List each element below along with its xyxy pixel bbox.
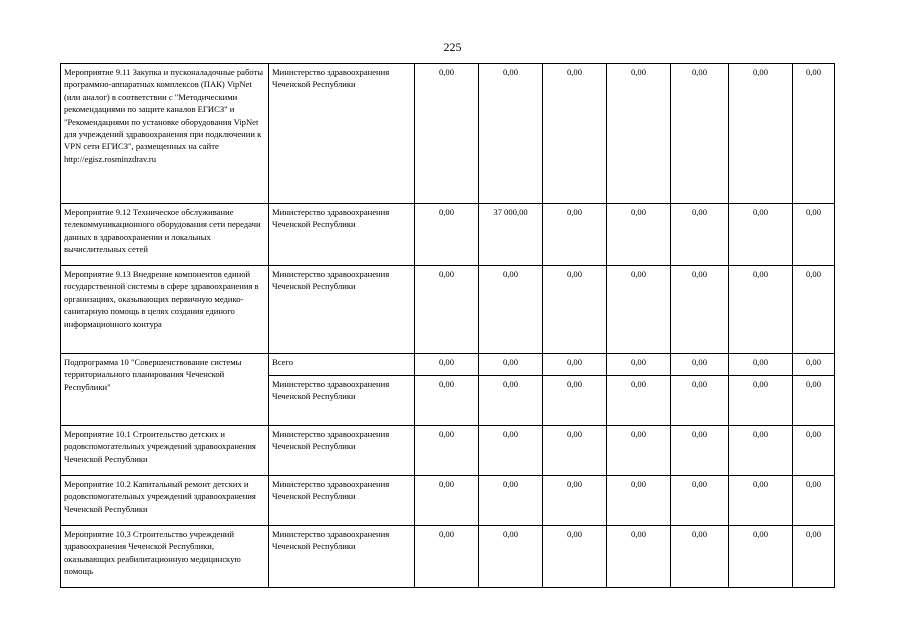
value-cell: 0,00 [729,526,793,588]
executor: Всего [269,354,415,376]
value-cell: 0,00 [607,204,671,266]
value-cell: 0,00 [607,526,671,588]
value-cell: 0,00 [729,426,793,476]
table-row [61,64,835,204]
value-cell: 0,00 [415,476,479,526]
event-name: Мероприятие 10.3 Строительство учреждений здравоохранения Чеченской Республики, оказывающих реабилитационную медицинскую помощь [61,526,269,588]
event-name: Мероприятие 9.12 Техническое обслуживание телекоммуникационного оборудования сети передачи данных в здравоохранении и локальных вычислительных сетей [61,204,269,266]
value-cell: 0,00 [671,426,729,476]
value-cell: 0,00 [543,64,607,204]
executor: Министерство здравоохранения Чеченской Республики [269,376,415,426]
value-cell: 0,00 [543,376,607,426]
executor: Министерство здравоохранения Чеченской Республики [269,526,415,588]
value-cell: 0,00 [607,266,671,354]
value-cell: 0,00 [479,426,543,476]
value-cell: 0,00 [543,426,607,476]
value-cell: 0,00 [671,376,729,426]
value-cell: 0,00 [793,476,835,526]
value-cell: 0,00 [729,266,793,354]
value-cell: 0,00 [479,376,543,426]
value-cell: 0,00 [415,426,479,476]
value-cell: 0,00 [607,64,671,204]
value-cell: 0,00 [729,204,793,266]
value-cell: 0,00 [793,526,835,588]
value-cell: 0,00 [607,426,671,476]
value-cell: 0,00 [793,64,835,204]
executor: Министерство здравоохранения Чеченской Республики [269,204,415,266]
event-name: Мероприятие 10.2 Капитальный ремонт детских и родовспомогательных учреждений здравоохранения Чеченской Республики [61,476,269,526]
table-row [61,266,835,354]
value-cell: 0,00 [607,476,671,526]
value-cell: 0,00 [543,526,607,588]
subprogram-name: Подпрограмма 10 "Совершенствование системы территориального планирования Чеченской Республики" [61,354,269,426]
executor: Министерство здравоохранения Чеченской Республики [269,266,415,354]
value-cell: 0,00 [415,376,479,426]
event-name: Мероприятие 9.13 Внедрение компонентов единой государственной системы в сфере здравоохранения в организациях, оказывающих первичную медико-санитарную помощь в целях создания единого информационного контура [61,266,269,354]
value-cell: 0,00 [671,526,729,588]
value-cell: 0,00 [671,476,729,526]
value-cell: 0,00 [543,476,607,526]
value-cell: 0,00 [793,204,835,266]
table-row [61,204,835,266]
value-cell: 0,00 [671,204,729,266]
value-cell: 37 000,00 [479,204,543,266]
executor: Министерство здравоохранения Чеченской Республики [269,476,415,526]
value-cell: 0,00 [415,204,479,266]
value-cell: 0,00 [479,476,543,526]
value-cell: 0,00 [607,354,671,376]
table-row [61,354,835,376]
value-cell: 0,00 [793,266,835,354]
value-cell: 0,00 [671,64,729,204]
value-cell: 0,00 [479,526,543,588]
value-cell: 0,00 [479,64,543,204]
value-cell: 0,00 [793,376,835,426]
page-number: 225 [443,40,462,54]
table-row [61,476,835,526]
executor: Министерство здравоохранения Чеченской Республики [269,64,415,204]
value-cell: 0,00 [793,426,835,476]
value-cell: 0,00 [607,376,671,426]
value-cell: 0,00 [415,64,479,204]
budget-table [60,63,835,588]
value-cell: 0,00 [793,354,835,376]
value-cell: 0,00 [543,204,607,266]
value-cell: 0,00 [729,376,793,426]
value-cell: 0,00 [671,354,729,376]
event-name: Мероприятие 9.11 Закупка и пусконаладочные работы программно-аппаратных комплексов (ПАК) VipNet (или аналог) в соответствии с "Методическими рекомендациями по защите каналов ЕГИСЗ" и "Рекомендациями по установке оборудования VipNet для учреждений здравоохранения при подключении к VPN сети ЕГИСЗ", размещенных на сайте http://egisz.rosminzdrav.ru [61,64,269,204]
value-cell: 0,00 [415,526,479,588]
value-cell: 0,00 [729,64,793,204]
executor: Министерство здравоохранения Чеченской Республики [269,426,415,476]
value-cell: 0,00 [479,354,543,376]
event-name: Мероприятие 10.1 Строительство детских и родовспомогательных учреждений здравоохранения Чеченской Республики [61,426,269,476]
value-cell: 0,00 [479,266,543,354]
value-cell: 0,00 [543,354,607,376]
table-row [61,526,835,588]
value-cell: 0,00 [415,266,479,354]
value-cell: 0,00 [415,354,479,376]
value-cell: 0,00 [729,354,793,376]
value-cell: 0,00 [543,266,607,354]
value-cell: 0,00 [671,266,729,354]
value-cell: 0,00 [729,476,793,526]
table-row [61,426,835,476]
